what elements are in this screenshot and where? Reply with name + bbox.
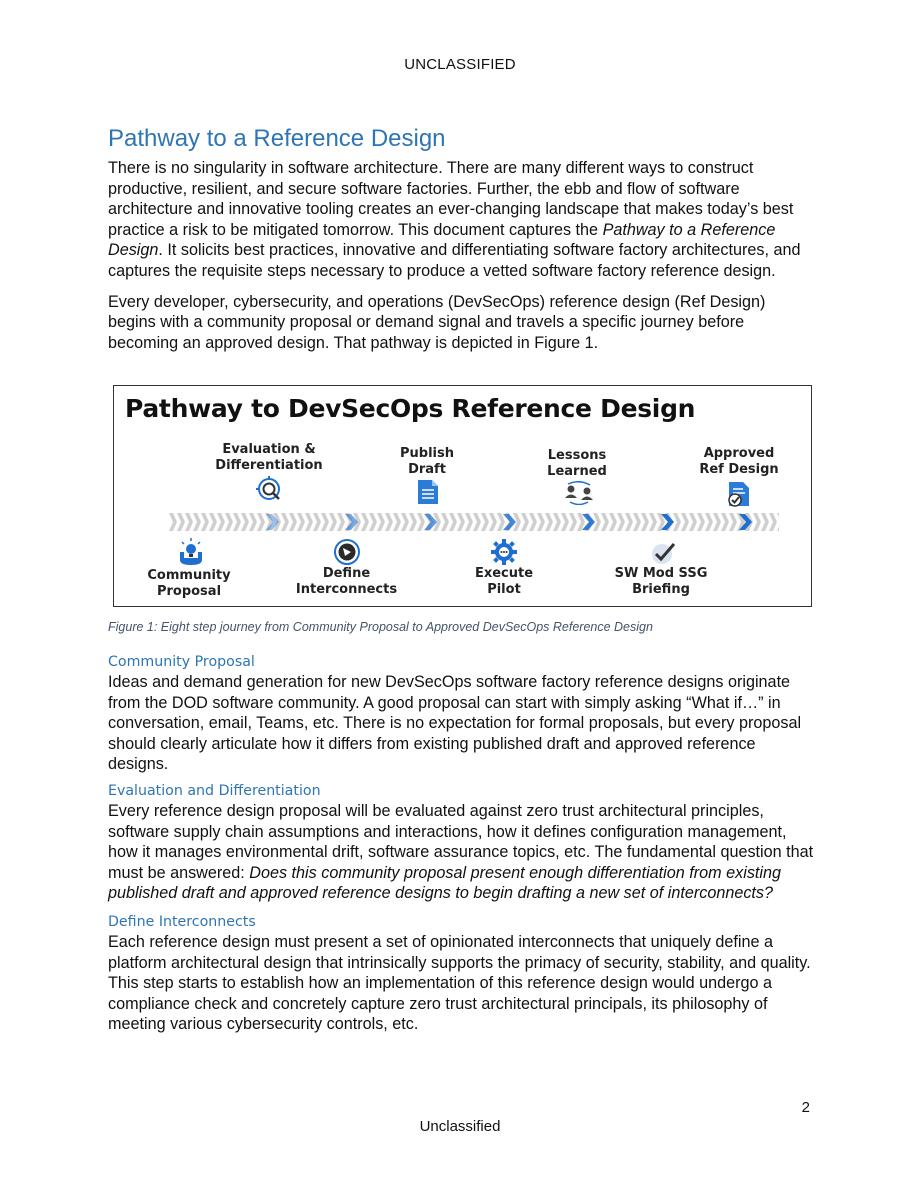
subsection-title: Define Interconnects [108,913,256,930]
intro-paragraph [108,158,814,282]
pathway-paragraph: Every developer, cybersecurity, and operations (DevSecOps) reference design (Ref Design) begins with a community proposal or demand signal and travels a specific journey before becoming an approved design. That pathway is depicted in Figure 1. [108,292,766,352]
figure-caption: Figure 1: Eight step journey from Community Proposal to Approved DevSecOps Reference Design [108,620,653,634]
intro-text-b: . It solicits best practices, innovative and differentiating software factory architectures, and captures the requisite steps necessary to produce a vetted software factory reference design. [108,241,801,280]
step-publish-label [377,446,477,478]
checkmark-icon [650,540,676,566]
subsection-text-plain: Every reference design proposal will be evaluated against zero trust architectural principles, software supply chain assumptions and interactions, how it defines configuration management, how it manages environmental drift, software assurance topics, etc. The fundamental question that must be answered: [108,801,814,882]
approved-document-icon [726,481,752,507]
step-line: Briefing [632,582,690,597]
subsection-text: Ideas and demand generation for new DevSecOps software factory reference designs originate from the DOD software community. A good proposal can start with simply asking “What if…” in conversation, email, Teams, etc. There is no expectation for formal proposals, but every proposal should clearly articulate how it differs from existing published draft and approved reference designs. [108,673,802,774]
step-line: Community [147,568,231,583]
lightbulb-hand-icon [178,538,204,566]
step-lessons-label [527,448,627,480]
step-define-label [284,566,409,598]
step-line: Publish [400,446,454,461]
step-line: Execute [474,566,534,581]
classification-header: UNCLASSIFIED [404,56,516,73]
step-line: Differentiation [215,458,323,473]
people-exchange-icon [562,481,596,505]
step-approved-label [689,446,789,478]
document-icon [417,479,439,505]
gear-icon [491,539,517,565]
subsection-text [108,801,814,904]
subsection-text: Each reference design must present a set of opinionated interconnects that uniquely define a platform architectural design that intrinsically supports the primacy of security, stability, and quality. This step starts to establish how an implementation of this reference design would undergo a compliance check and concretely capture zero trust architectural principals, its philosophy of meeting various cybersecurity controls, etc. [108,932,811,1034]
step-line: Evaluation & [222,442,316,457]
step-line: Draft [408,462,446,477]
step-line: Define [322,566,371,581]
intro-text-emphasis: Pathway to a Reference Design [108,220,776,260]
subsection-text-emphasis: Does this community proposal present enough differentiation from existing published draft and approved reference designs to begin drafting a new set of interconnects? [108,863,782,903]
subsection-title: Evaluation and Differentiation [108,782,321,799]
classification-footer: Unclassified [419,1118,501,1135]
page-number: 2 [801,1099,810,1116]
step-execute-label [454,566,554,598]
intro-section [108,122,814,353]
step-line: SW Mod SSG [614,566,708,581]
section-title: Pathway to a Reference Design [108,125,446,152]
intro-text-a: There is no singularity in software architecture. There are many different ways to construct productive, resilient, and secure software factories. Further, the ebb and flow of software architecture and innovative tooling creates an ever-changing landscape that makes today’s best practice a risk to be mitigated tomorrow. This document captures the [108,159,794,239]
subsections [108,650,814,1041]
step-line: Lessons [547,448,607,463]
subsection-title: Community Proposal [108,654,255,670]
step-line: Pilot [487,582,521,597]
step-line: Interconnects [295,582,398,597]
pathway-figure [113,385,812,607]
step-line: Ref Design [699,462,779,477]
step-line: Proposal [156,584,222,599]
step-briefing-label [601,566,721,598]
timeline-arrows [169,511,779,533]
plug-icon [334,539,360,565]
step-line: Learned [547,464,607,479]
step-evaluation-label [209,442,329,474]
figure-title: Pathway to DevSecOps Reference Design [125,394,696,423]
step-community-label [139,568,239,600]
step-line: Approved [703,446,775,461]
magnifier-target-icon [256,476,284,504]
